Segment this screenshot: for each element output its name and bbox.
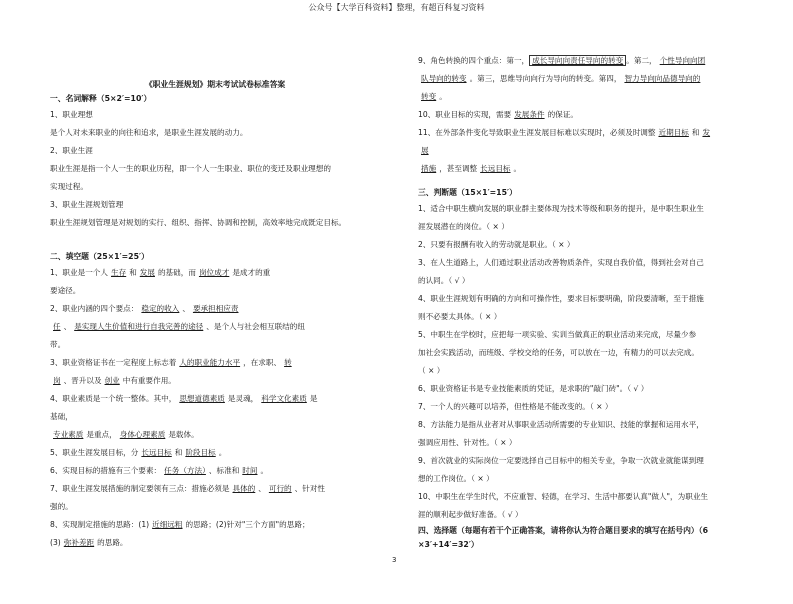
- page-number: 3: [392, 556, 397, 564]
- document-title: 《职业生涯规划》期末考试试卷标准答案: [144, 80, 286, 89]
- section-3-heading: 三、判断题（15×1′=15′）: [418, 188, 517, 197]
- judge-10-cont: 涯的顺利起步做好准备。（ √ ）: [418, 510, 523, 519]
- answer-blank: 发展条件: [514, 110, 545, 119]
- judge-5-answer: （ × ）: [418, 366, 445, 375]
- judge-1: 1、适合中职生横向发展的职业群主要体现为技术等级和职务的提升，是中职生职业生: [418, 204, 704, 213]
- fill-question-11: 11、在外部条件变化导致职业生涯发展目标难以实现时，必须及时调整 近期目标 和 发: [418, 124, 748, 142]
- definition-3: 职业生涯规划管理是对规划的实行、组织、指挥、协调和控制，高效率地完成既定目标。: [50, 218, 347, 227]
- fill-question-7-cont: 强的。: [50, 502, 73, 511]
- judge-5: 5、中职生在学校时，应把每一项实验、实训当做真正的职业活动来完成，尽量少参: [418, 330, 697, 339]
- answer-blank: 思想道德素质: [179, 394, 225, 403]
- answer-blank: 长远目标: [480, 164, 511, 173]
- judge-9: 9、首次就业的实际岗位一定要选择自己目标中的相关专业，争取一次就业就能谋到理: [418, 456, 704, 465]
- fill-question-3: 3、职业资格证书在一定程度上标志着 人的职业能力水平 ，在求职、 转: [50, 354, 380, 372]
- right-column: [418, 52, 748, 552]
- fill-question-8-cont: (3) 弥补差距 的思路。: [50, 538, 128, 547]
- answer-blank: 是实现人生价值和进行自我完善的途径: [74, 322, 204, 331]
- answer-blank: 时间: [242, 466, 258, 475]
- fill-question-9-cont: 队导向的转变 。第三，思维导向向行为导向的转变。第四， 智力导向向品德导向的: [418, 70, 748, 88]
- fill-question-10: 10、职业目标的实现，需要 发展条件 的保证。: [418, 110, 578, 119]
- definition-2-line-2: 实现过程。: [50, 182, 88, 191]
- judge-1-cont: 涯发展潜在的岗位。（ × ）: [418, 222, 509, 231]
- judge-5-cont: 加社会实践活动，而班级、学校交给的任务，可以放在一边，有精力的可以去完成。: [418, 348, 699, 357]
- fill-question-5: 5、职业生涯发展目标，分 长远目标 和 阶段目标 。: [50, 448, 227, 457]
- fill-question-1-cont: 要途径。: [50, 286, 81, 295]
- answer-blank: 身体心理素质: [119, 430, 166, 439]
- section-4-heading-cont: ×3′+14′=32′）: [418, 540, 479, 549]
- answer-blank: 专业素质: [53, 430, 84, 439]
- fill-question-1: 1、职业是一个人 生存 和 发展 的基础，而 岗位成才 是成才的重: [50, 268, 271, 277]
- judge-8: 8、方法能力是指从业者对从事职业活动所需要的专业知识、技能的掌握和运用水平，: [418, 420, 704, 429]
- definition-2-line-1: 职业生涯是指一个人一生的职业历程，即一个人一生职业、职位的变迁及职业理想的: [50, 164, 331, 173]
- fill-question-11-cont: [418, 142, 748, 160]
- fill-question-6: 6、实现目标的措施有三个要素： 任务（方法） 、标准和 时间 。: [50, 466, 269, 475]
- fill-question-4-cont: 基础，: [50, 412, 73, 421]
- answer-blank: 措施: [421, 164, 437, 173]
- term-2: 2、职业生涯: [50, 146, 93, 155]
- answer-blank: 可行的: [268, 484, 292, 493]
- answer-blank: 队导向的转变: [421, 74, 467, 83]
- answer-blank: 发: [702, 128, 711, 137]
- judge-2: 2、只要有报酬有收入的劳动就是职业。（ × ）: [418, 240, 575, 249]
- answer-blank: 发展: [139, 268, 155, 277]
- answer-blank: 岗位成才: [198, 268, 230, 277]
- answer-blank: 岗: [53, 376, 61, 385]
- fill-question-8: 8、实现制定措施的思路：(1) 近细远粗 的思路；(2)针对"三个方面"的思路；: [50, 520, 310, 529]
- answer-blank: 任: [53, 322, 61, 331]
- fill-question-2: 2、职业内涵的四个要点： 稳定的收入 、 要承担相应责: [50, 300, 380, 318]
- left-column: [50, 78, 380, 552]
- fill-question-2-end: 带。: [50, 340, 66, 349]
- answer-blank: 稳定的收入: [141, 304, 180, 313]
- fill-question-9: 9、角色转换的四个重点：第一， 成长导向向责任导向的转变 。第二， 个性导向向团: [418, 52, 748, 70]
- answer-blank: 要承担相应责: [192, 304, 239, 313]
- section-2-heading: 二、填空题（25×1′=25′）: [50, 252, 149, 261]
- fill-question-9-end: 转变 。: [418, 88, 748, 106]
- page-header: 公众号【大学百科资料】整理，有超百科复习资料: [308, 3, 485, 12]
- answer-blank: 展: [421, 146, 429, 155]
- section-4-heading: 四、选择题（每题有若干个正确答案，请将你认为符合题目要求的填写在括号内）（6: [418, 526, 709, 535]
- judge-6: 6、职业资格证书是专业技能素质的凭证，是求职的"敲门砖"。（ √ ）: [418, 384, 649, 393]
- answer-blank: 个性导向向团: [659, 56, 706, 65]
- answer-blank: 阶段目标: [185, 448, 216, 457]
- fill-question-4-end: 专业素质 是重点， 身体心理素质 是载体。: [50, 426, 380, 444]
- judge-7: 7、一个人的兴趣可以培养，但性格是不能改变的。（ × ）: [418, 402, 613, 411]
- answer-blank: 科学文化素质: [261, 394, 307, 403]
- term-1: 1、职业理想: [50, 110, 93, 119]
- fill-question-7: 7、职业生涯发展措施的制定要领有三点：措施必须是 具体的 、 可行的 、针对性: [50, 484, 326, 493]
- answer-blank: 近期目标: [658, 128, 689, 137]
- judge-8-cont: 强调应用性、针对性。（ × ）: [418, 438, 517, 447]
- fill-question-3-cont: 岗 、晋升以及 创业 中有重要作用。: [50, 372, 380, 390]
- fill-question-4: 4、职业素质是一个统一整体。其中， 思想道德素质 是灵魂， 科学文化素质 是: [50, 394, 318, 403]
- answer-blank: 智力导向向品德导向的: [624, 74, 701, 83]
- answer-blank: 弥补差距: [63, 538, 95, 547]
- fill-question-2-cont: 任 、 是实现人生价值和进行自我完善的途径 、是个人与社会相互联结的纽: [50, 318, 380, 336]
- section-1-heading: 一、名词解释（5×2′=10′）: [50, 94, 152, 103]
- fill-question-11-end: 措施 ，甚至调整 长远目标 。: [418, 160, 748, 178]
- answer-blank: 生存: [111, 268, 127, 277]
- judge-9-cont: 想的工作岗位。（ × ）: [418, 474, 494, 483]
- judge-4-cont: 则不必要太具体。（ × ）: [418, 312, 502, 321]
- answer-blank: 人的职业能力水平: [179, 358, 241, 367]
- answer-blank: 转变: [421, 92, 437, 101]
- answer-blank: 近细远粗: [152, 520, 183, 529]
- answer-blank: 成长导向向责任导向的转变: [529, 55, 626, 66]
- answer-blank: 任务（方法）: [164, 466, 206, 475]
- judge-4: 4、职业生涯规划有明确的方向和可操作性，要求目标要明确，阶段要清晰，至于措施: [418, 294, 704, 303]
- judge-3-cont: 的认同。（ √ ）: [418, 276, 470, 285]
- judge-3: 3、在人生道路上，人们通过职业活动改善物质条件，实现自我价值，得到社会对自己: [418, 258, 704, 267]
- answer-blank: 转: [284, 358, 292, 367]
- answer-blank: 创业: [104, 376, 120, 385]
- definition-1: 是个人对未来职业的向往和追求，是职业生涯发展的动力。: [50, 128, 248, 137]
- answer-blank: 具体的: [232, 484, 256, 493]
- answer-blank: 长远目标: [141, 448, 172, 457]
- judge-10: 10、中职生在学生时代，不应重智、轻德，在学习、生活中都要认真"做人"，为职业生: [418, 492, 709, 501]
- term-3: 3、职业生涯规划管理: [50, 200, 124, 209]
